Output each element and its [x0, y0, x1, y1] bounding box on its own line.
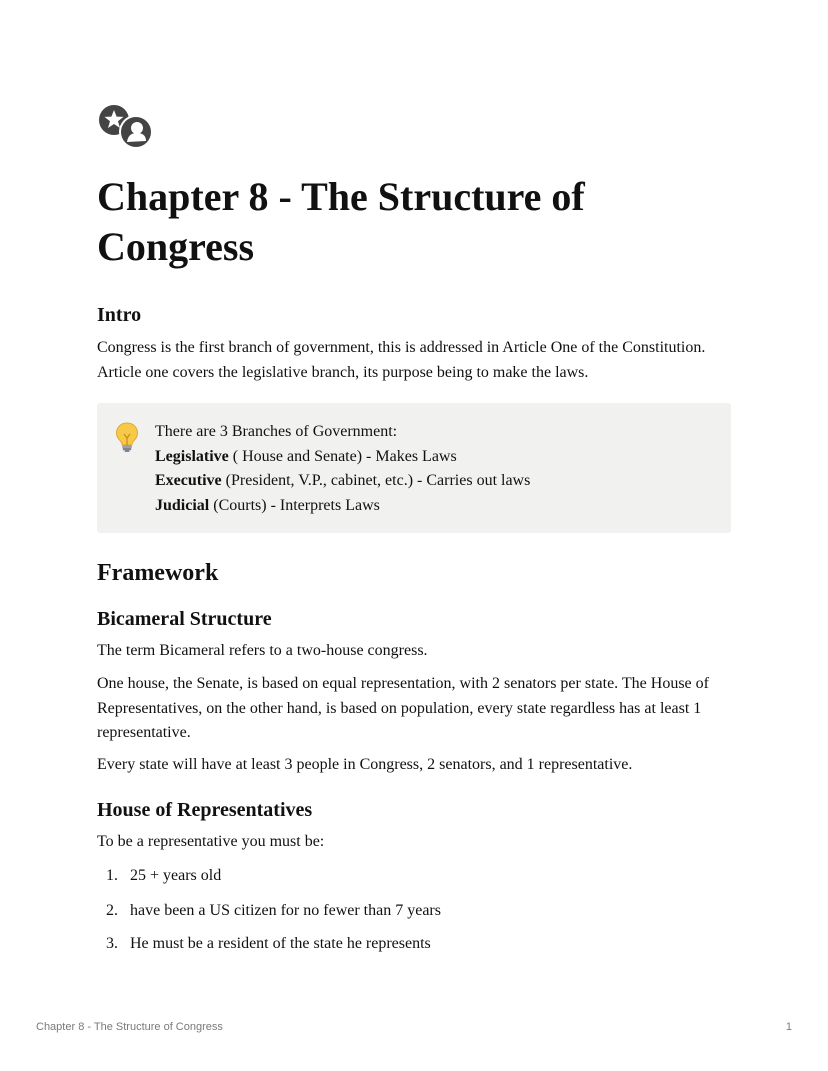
branches-callout	[97, 403, 731, 533]
government-badges-icon	[97, 103, 155, 151]
intro-heading: Intro	[97, 304, 142, 326]
branch-name: Legislative	[155, 447, 229, 465]
intro-paragraph: Congress is the first branch of government, this is addressed in Article One of the Constitution. Article one covers the legislative branch, its purpose being to make the laws.	[97, 339, 706, 381]
branch-description: (President, V.P., cabinet, etc.) - Carries out laws	[221, 472, 531, 489]
lightbulb-icon	[115, 422, 139, 452]
bicameral-paragraph-1: The term Bicameral refers to a two-house congress.	[97, 642, 428, 659]
branch-executive	[155, 469, 715, 494]
bicameral-heading: Bicameral Structure	[97, 608, 272, 630]
footer-title: Chapter 8 - The Structure of Congress	[36, 1021, 223, 1033]
branch-name: Executive	[155, 472, 222, 489]
branch-description: ( House and Senate) - Makes Laws	[228, 447, 457, 465]
callout-body	[155, 420, 715, 518]
branch-judicial	[155, 494, 715, 519]
list-text: 25 + years old	[130, 867, 222, 884]
page-title: Chapter 8 - The Structure of Congress	[97, 174, 585, 269]
list-text: have been a US citizen for no fewer than 7 years	[130, 902, 441, 919]
branch-legislative	[155, 445, 715, 470]
list-text: He must be a resident of the state he represents	[130, 935, 431, 952]
house-intro: To be a representative you must be:	[97, 833, 325, 850]
framework-heading: Framework	[97, 560, 219, 586]
branch-description: (Courts) - Interprets Laws	[209, 496, 380, 514]
list-item	[106, 932, 726, 956]
list-number: 1.	[106, 867, 118, 884]
bicameral-paragraph-2: One house, the Senate, is based on equal representation, with 2 senators per state. The House of Representatives, on the other hand, is based on population, every state regardless has at least 1 representative.	[97, 675, 709, 741]
bicameral-paragraph-3: Every state will have at least 3 people in Congress, 2 senators, and 1 representative.	[97, 756, 633, 773]
list-number: 3.	[106, 935, 118, 952]
branch-name: Judicial	[155, 496, 210, 514]
callout-heading: There are 3 Branches of Government:	[155, 423, 398, 440]
page-number: 1	[785, 1021, 792, 1033]
house-heading: House of Representatives	[97, 799, 313, 821]
list-item	[106, 899, 726, 923]
list-number: 2.	[106, 902, 118, 919]
page-icon	[97, 103, 155, 151]
list-item	[106, 864, 726, 888]
